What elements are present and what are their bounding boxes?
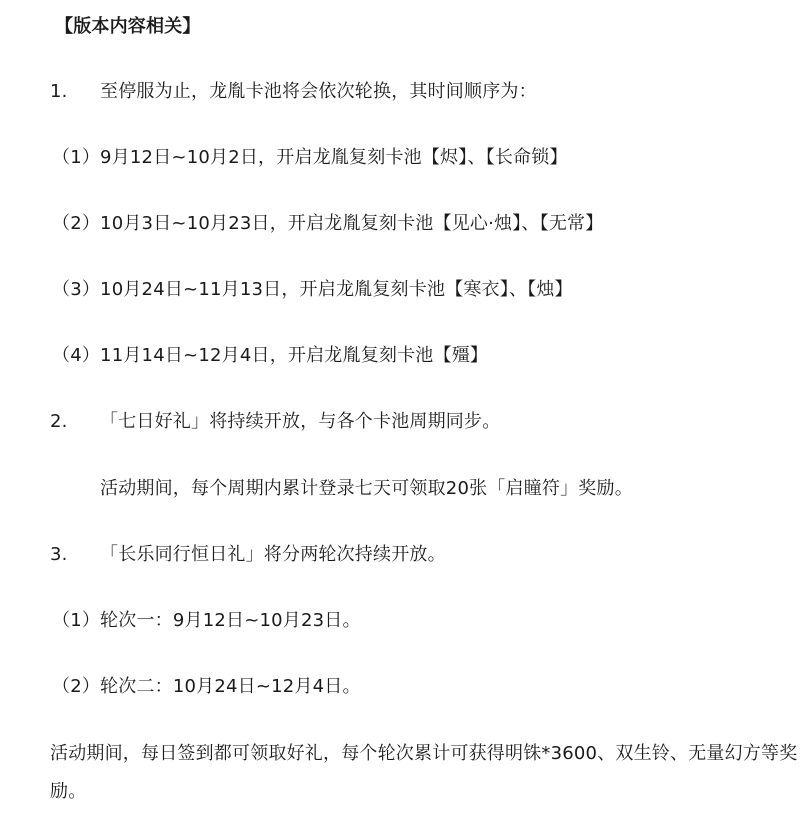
list-item-1-sub-3: （3）10月24日~11月13日，开启龙胤复刻卡池【寒衣】、【烛】 — [52, 279, 573, 300]
list-item-1-sub-4: （4）11月14日~12月4日，开启龙胤复刻卡池【殭】 — [52, 345, 489, 366]
list-item-3-text: 「长乐同行恒日礼」将分两轮次持续开放。 — [100, 544, 446, 565]
list-item-2-detail: 活动期间，每个周期内累计登录七天可领取20张「启瞳符」奖励。 — [100, 478, 633, 499]
list-item-1-text: 至停服为止，龙胤卡池将会依次轮换，其时间顺序为： — [100, 81, 537, 102]
list-item-2-number: 2. — [50, 411, 68, 432]
list-item-1-sub-1: （1）9月12日~10月2日，开启龙胤复刻卡池【烬】、【长命锁】 — [52, 147, 568, 168]
list-item-1-sub-2: （2）10月3日~10月23日，开启龙胤复刻卡池【见心·烛】、【无常】 — [52, 213, 604, 234]
list-item-2-text: 「七日好礼」将持续开放，与各个卡池周期同步。 — [100, 411, 501, 432]
list-item-3-sub-2: （2）轮次二：10月24日~12月4日。 — [52, 676, 361, 697]
list-item-3-number: 3. — [50, 544, 68, 565]
list-item-2 — [50, 410, 500, 434]
list-item-1-number: 1. — [50, 81, 68, 102]
closing-paragraph: 活动期间，每日签到都可领取好礼，每个轮次累计可获得明铢*3600、双生铃、无量幻方等奖励。 — [50, 743, 798, 802]
list-item-1 — [50, 80, 537, 104]
list-item-3-sub-1: （1）轮次一：9月12日~10月23日。 — [52, 610, 361, 631]
list-item-3 — [50, 543, 446, 567]
section-title: 【版本内容相关】 — [55, 16, 201, 37]
